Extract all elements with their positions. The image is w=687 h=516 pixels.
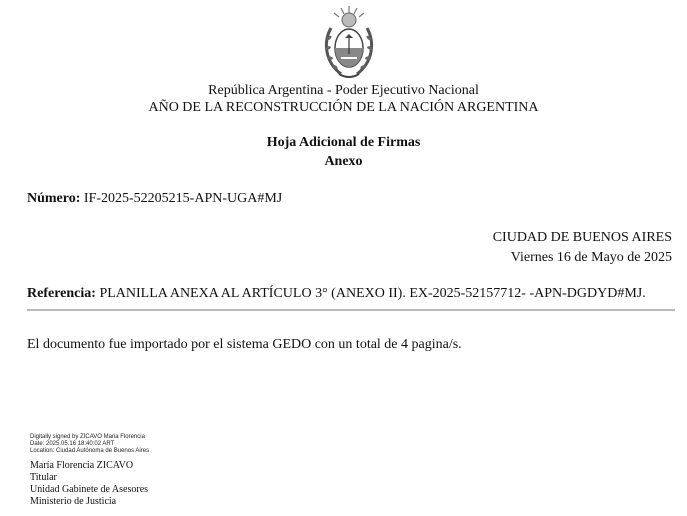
city: CIUDAD DE BUENOS AIRES: [492, 230, 672, 245]
signer-role: Titular: [30, 472, 57, 483]
digital-signature-stamp: [30, 434, 149, 455]
referencia-row: [27, 286, 646, 302]
argentina-coat-of-arms-icon: [321, 4, 377, 82]
digital-signature-line: Date: 2025.05.16 18:40:02 ART: [30, 441, 115, 447]
document-title: Hoja Adicional de Firmas: [266, 135, 421, 150]
body-text: El documento fue importado por el sistema GEDO con un total de 4 pagina/s.: [27, 337, 462, 352]
signer-block: [30, 460, 148, 508]
numero-value: IF-2025-52205215-APN-UGA#MJ: [83, 191, 283, 206]
date: Viernes 16 de Mayo de 2025: [510, 250, 672, 265]
signer-ministry: Ministerio de Justicia: [30, 496, 117, 507]
header-line-2: AÑO DE LA RECONSTRUCCIÓN DE LA NACIÓN ARGENTINA: [148, 100, 539, 115]
divider: [27, 309, 675, 311]
referencia-value: PLANILLA ANEXA AL ARTÍCULO 3° (ANEXO II). EX-2025-52157712- -APN-DGDYD#MJ.: [99, 286, 646, 301]
digital-signature-line: Digitally signed by ZICAVO Maria Florencia: [30, 434, 145, 440]
referencia-label: Referencia:: [27, 286, 96, 301]
numero-label: Número:: [27, 191, 81, 206]
signer-unit: Unidad Gabinete de Asesores: [30, 484, 149, 495]
signer-name: María Florencia ZICAVO: [30, 460, 134, 471]
header-line-1: República Argentina - Poder Ejecutivo Nacional: [208, 83, 479, 98]
digital-signature-line: Location: Ciudad Autónoma de Buenos Aires: [30, 448, 150, 454]
numero-row: [27, 191, 282, 207]
document-subtitle: Anexo: [324, 154, 363, 169]
